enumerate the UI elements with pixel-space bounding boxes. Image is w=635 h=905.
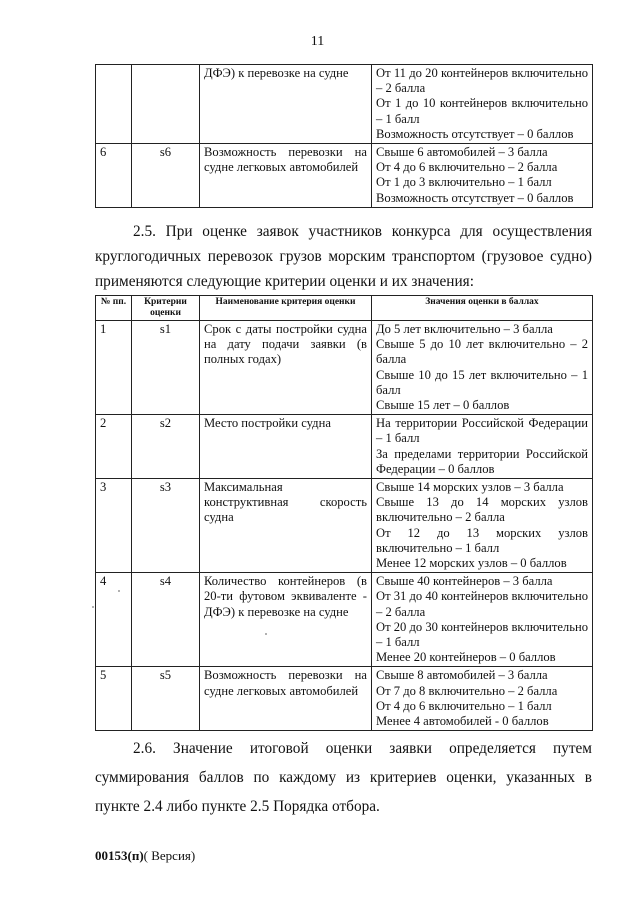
criterion-values	[372, 573, 593, 667]
row-number: 1	[96, 321, 132, 415]
document-code: 00153(п)	[95, 848, 144, 863]
value-line: Свыше 5 до 10 лет включительно – 2 балла	[376, 337, 588, 367]
value-line: Свыше 6 автомобилей – 3 балла	[376, 145, 548, 160]
criterion-name: Количество контейнеров (в 20-ти футовом эквиваленте - ДФЭ) к перевозке на судне	[200, 573, 372, 667]
criterion-values	[372, 144, 593, 208]
table-row	[96, 415, 593, 479]
table-row	[96, 479, 593, 573]
table-row	[96, 65, 593, 144]
criterion-name: Максимальная конструктивная скорость судна	[200, 479, 372, 573]
criterion-code: s4	[132, 573, 200, 667]
value-line: Менее 12 морских узлов – 0 баллов	[376, 556, 567, 571]
page-number: 11	[310, 34, 325, 49]
criterion-name: ДФЭ) к перевозке на судне	[200, 65, 372, 144]
criterion-name: Возможность перевозки на судне легковых автомобилей	[200, 667, 372, 731]
paragraph-2-5: 2.5. При оценке заявок участников конкурса для осуществления круглогодичных перевозок грузов морским транспортом (грузовое судно) применяются следующие критерии оценки и их значения:	[95, 223, 592, 290]
criterion-code: s1	[132, 321, 200, 415]
table-row	[96, 321, 593, 415]
value-line: От 12 до 13 морских узлов включительно – 1 балл	[376, 525, 588, 555]
criterion-values	[372, 321, 593, 415]
value-line: До 5 лет включительно – 3 балла	[376, 322, 553, 336]
table-row	[96, 667, 593, 731]
value-line: Свыше 13 до 14 морских узлов включительно – 2 балла	[376, 495, 588, 525]
value-line: Свыше 40 контейнеров – 3 балла	[376, 574, 553, 589]
value-line: Свыше 8 автомобилей – 3 балла	[376, 668, 548, 683]
value-line: От 7 до 8 включительно – 2 балла	[376, 683, 558, 698]
criterion-values	[372, 667, 593, 731]
document-version: ( Версия)	[143, 848, 196, 863]
criterion-code: s6	[132, 144, 200, 208]
value-line: На территории Российской Федерации – 1 балл	[376, 416, 588, 446]
header-name: Наименование критерия оценки	[200, 296, 372, 321]
value-line: За пределами территории Российской Федерации – 0 баллов	[376, 446, 588, 476]
criterion-values	[372, 65, 593, 144]
value-line: От 4 до 6 включительно – 1 балл	[376, 698, 552, 713]
value-line: От 1 до 3 включительно – 1 балл	[376, 175, 552, 190]
criterion-code	[132, 65, 200, 144]
criteria-table	[95, 295, 593, 731]
row-number: 4	[96, 573, 132, 667]
criterion-code: s3	[132, 479, 200, 573]
criterion-name: Возможность перевозки на судне легковых автомобилей	[200, 144, 372, 208]
value-line: От 4 до 6 включительно – 2 балла	[376, 160, 558, 175]
table-row	[96, 144, 593, 208]
value-line: Возможность отсутствует – 0 баллов	[376, 190, 574, 205]
scan-speck	[92, 606, 94, 608]
criterion-values	[372, 479, 593, 573]
value-line: Менее 4 автомобилей - 0 баллов	[376, 714, 549, 729]
header-values: Значения оценки в баллах	[372, 296, 593, 321]
value-line: Менее 20 контейнеров – 0 баллов	[376, 650, 556, 665]
value-line: Свыше 14 морских узлов – 3 балла	[376, 480, 564, 495]
criteria-table-continued	[95, 64, 593, 208]
row-number: 6	[96, 144, 132, 208]
table-row	[96, 573, 593, 667]
scan-speck	[118, 590, 120, 592]
header-num: № пп.	[96, 296, 132, 321]
table-header-row	[96, 296, 593, 321]
document-footer	[95, 848, 195, 864]
value-line: От 1 до 10 контейнеров включительно – 1 балл	[376, 96, 588, 126]
row-number: 3	[96, 479, 132, 573]
criterion-name: Место постройки судна	[200, 415, 372, 479]
value-line: Свыше 10 до 15 лет включительно – 1 балл	[376, 367, 588, 397]
paragraph-2-6: 2.6. Значение итоговой оценки заявки определяется путем суммирования баллов по каждому из критериев оценки, указанных в пункте 2.4 либо пункте 2.5 Порядка отбора.	[95, 740, 592, 815]
value-line: От 31 до 40 контейнеров включительно – 2 балла	[376, 589, 588, 619]
scan-speck	[265, 633, 267, 635]
row-number: 2	[96, 415, 132, 479]
row-number	[96, 65, 132, 144]
value-line: Свыше 15 лет – 0 баллов	[376, 398, 510, 413]
criterion-code: s2	[132, 415, 200, 479]
row-number: 5	[96, 667, 132, 731]
value-line: Возможность отсутствует – 0 баллов	[376, 126, 574, 141]
value-line: От 11 до 20 контейнеров включительно – 2 балла	[376, 66, 588, 96]
criterion-code: s5	[132, 667, 200, 731]
value-line: От 20 до 30 контейнеров включительно – 1 балл	[376, 619, 588, 650]
criterion-values	[372, 415, 593, 479]
criterion-name: Срок с даты постройки судна на дату подачи заявки (в полных годах)	[200, 321, 372, 415]
header-criteria: Критерии оценки	[132, 296, 200, 321]
